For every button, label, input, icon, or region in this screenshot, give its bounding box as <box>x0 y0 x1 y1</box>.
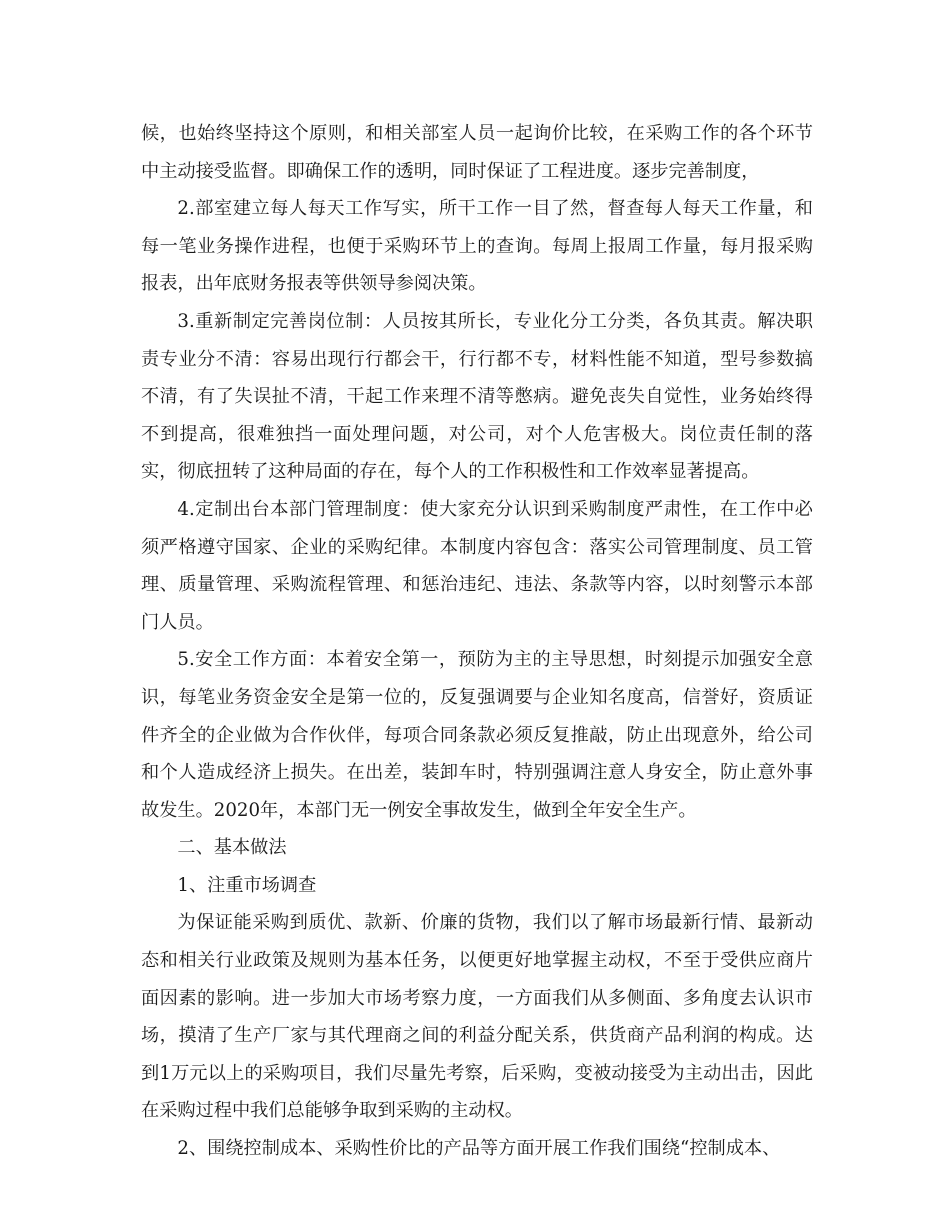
paragraph-item-2: 2.部室建立每人每天工作写实，所干工作一目了然，督查每人每天工作量，和每一笔业务操作进程，也便于采购环节上的查询。每周上报周工作量，每月报采购报表，出年底财务报表等供领导参阅决策。 <box>141 198 813 295</box>
paragraph-item-4: 4.定制出台本部门管理制度：使大家充分认识到采购制度严肃性，在工作中必须严格遵守国家、企业的采购纪律。本制度内容包含：落实公司管理制度、员工管理、质量管理、采购流程管理、和惩治违纪、违法、条款等内容，以时刻警示本部门人员。 <box>141 498 813 633</box>
paragraph-item-3: 3.重新制定完善岗位制：人员按其所长，专业化分工分类，各负其责。解决职责专业分不清：容易出现行行都会干，行行都不专，材料性能不知道，型号参数搞不清，有了失误扯不清，干起工作来理不清等憋病。避免丧失自觉性，业务始终得不到提高，很难独挡一面处理问题，对公司，对个人危害极大。岗位责任制的落实，彻底扭转了这种局面的存在，每个人的工作积极性和工作效率显著提高。 <box>141 310 813 483</box>
paragraph-intro-continuation: 候，也始终坚持这个原则，和相关部室人员一起询价比较，在采购工作的各个环节中主动接受监督。即确保工作的透明，同时保证了工程进度。逐步完善制度， <box>141 123 813 182</box>
subheading-market-research: 1、注重市场调查 <box>177 874 317 896</box>
document-body <box>141 115 813 1168</box>
paragraph-market-research: 为保证能采购到质优、款新、价廉的货物，我们以了解市场最新行情、最新动态和相关行业政策及规则为基本任务，以便更好地掌握主动权，不至于受供应商片面因素的影响。进一步加大市场考察力度，一方面我们从多侧面、多角度去认识市场，摸清了生产厂家与其代理商之间的利益分配关系，供货商产品利润的构成。达到1万元以上的采购项目，我们尽量先考察，后采购，变被动接受为主动出击，因此在采购过程中我们总能够争取到采购的主动权。 <box>141 912 813 1122</box>
paragraph-item-5: 5.安全工作方面：本着安全第一，预防为主的主导思想，时刻提示加强安全意识，每笔业务资金安全是第一位的，反复强调要与企业知名度高，信誉好，资质证件齐全的企业做为合作伙伴，每项合同条款必须反复推敲，防止出现意外，给公司和个人造成经济上损失。在出差，装卸车时，特别强调注意人身安全，防止意外事故发生。2020年，本部门无一例安全事故发生，做到全年安全生产。 <box>141 649 813 821</box>
paragraph-cost-control: 2、围绕控制成本、采购性价比的产品等方面开展工作我们围绕“控制成本、 <box>177 1138 781 1160</box>
section-heading-basic-methods: 二、基本做法 <box>177 837 287 859</box>
